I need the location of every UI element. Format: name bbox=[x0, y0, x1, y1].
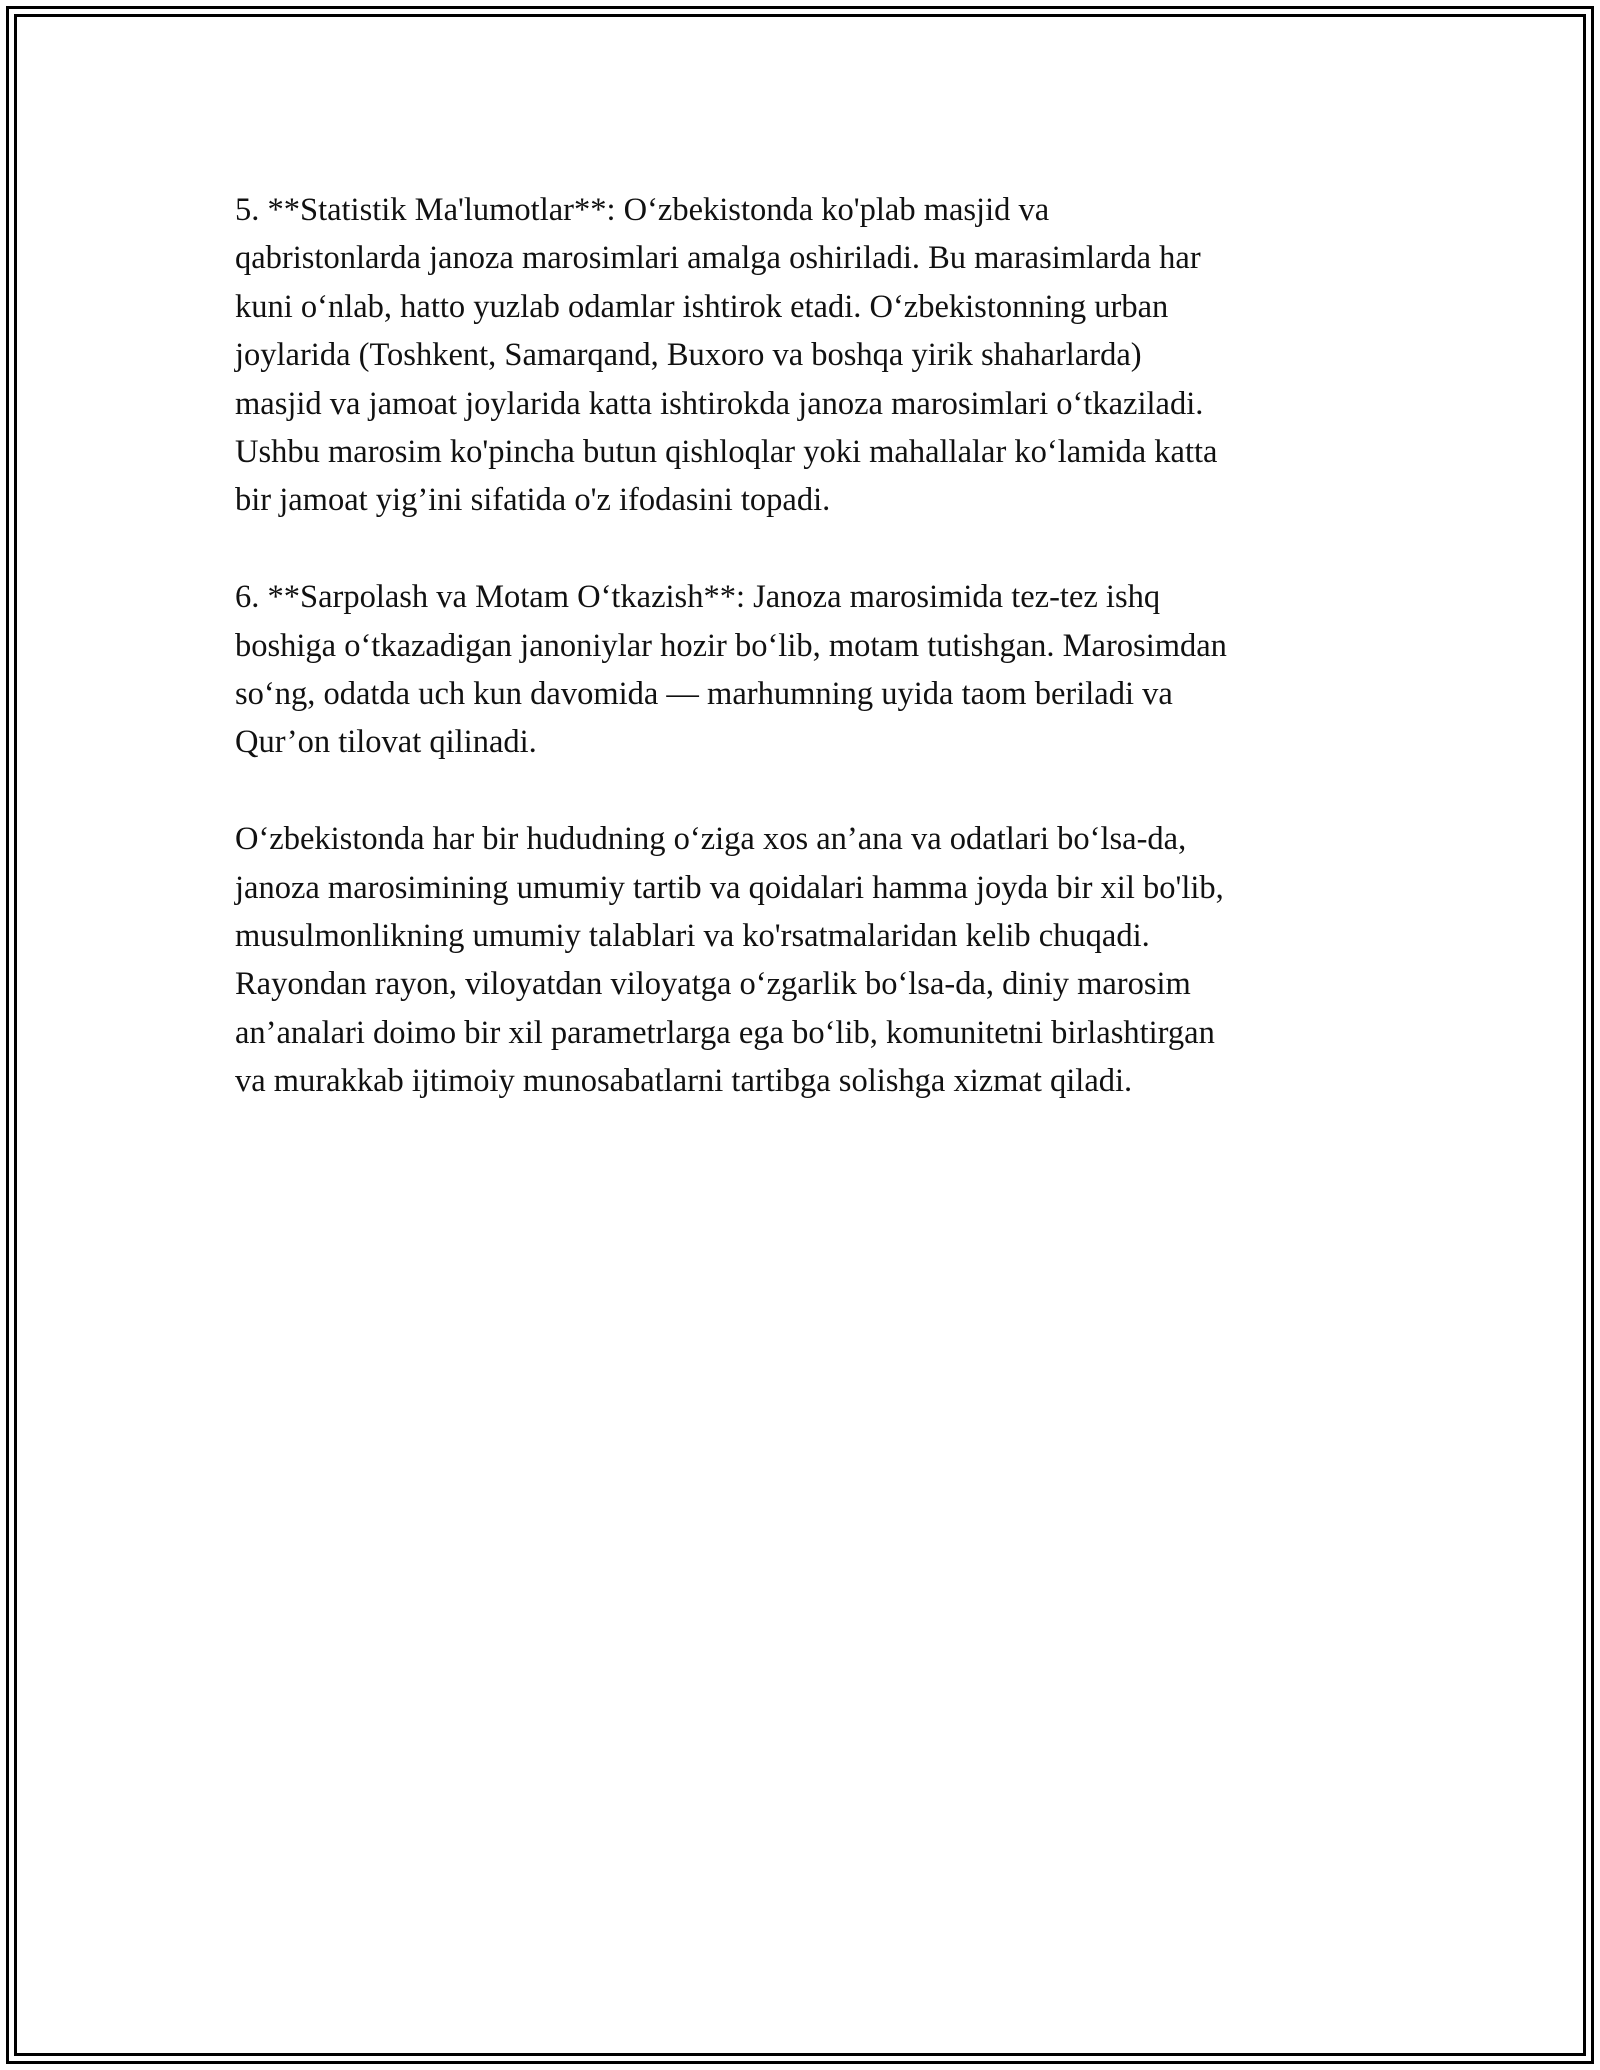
text-line: an’analari doimo bir xil parametrlarga ega bo‘lib, komunitetni birlashtirgan bbox=[235, 1014, 1215, 1051]
text-line: O‘zbekistonda har bir hududning o‘ziga xos an’ana va odatlari bo‘lsa-da, bbox=[235, 821, 1187, 858]
text-line: masjid va jamoat joylarida katta ishtirokda janoza marosimlari o‘tkaziladi. bbox=[235, 385, 1204, 422]
document-body bbox=[235, 186, 1365, 1154]
text-line: 5. **Statistik Ma'lumotlar**: O‘zbekistonda ko'plab masjid va bbox=[235, 192, 1050, 228]
paragraph-conclusion bbox=[235, 815, 1365, 1105]
text-line: qabristonlarda janoza marosimlari amalga oshiriladi. Bu marasimlarda har bbox=[235, 240, 1201, 277]
text-line: so‘ng, odatda uch kun davomida — marhumning uyida taom beriladi va bbox=[235, 676, 1173, 713]
text-line: 6. **Sarpolash va Motam O‘tkazish**: Janoza marosimida tez-tez ishq bbox=[235, 579, 1161, 616]
text-line: musulmonlikning umumiy talablari va ko'rsatmalaridan kelib chuqadi. bbox=[235, 918, 1150, 955]
text-line: janoza marosimining umumiy tartib va qoidalari hamma joyda bir xil bo'lib, bbox=[235, 869, 1224, 906]
text-line: va murakkab ijtimoiy munosabatlarni tartibga solishga xizmat qiladi. bbox=[235, 1063, 1133, 1100]
text-line: joylarida (Toshkent, Samarqand, Buxoro va boshqa yirik shaharlarda) bbox=[235, 337, 1142, 374]
paragraph-statistics bbox=[235, 186, 1365, 525]
text-line: bir jamoat yig’ini sifatida o'z ifodasini topadi. bbox=[235, 482, 831, 519]
text-line: Qur’on tilovat qilinadi. bbox=[235, 724, 537, 761]
text-line: Ushbu marosim ko'pincha butun qishloqlar yoki mahallalar ko‘lamida katta bbox=[235, 434, 1218, 471]
text-line: boshiga o‘tkazadigan janoniylar hozir bo‘lib, motam tutishgan. Marosimdan bbox=[235, 627, 1227, 664]
paragraph-mourning bbox=[235, 573, 1365, 767]
text-line: Rayondan rayon, viloyatdan viloyatga o‘zgarlik bo‘lsa-da, diniy marosim bbox=[235, 966, 1191, 1003]
text-line: kuni o‘nlab, hatto yuzlab odamlar ishtirok etadi. O‘zbekistonning urban bbox=[235, 288, 1169, 325]
